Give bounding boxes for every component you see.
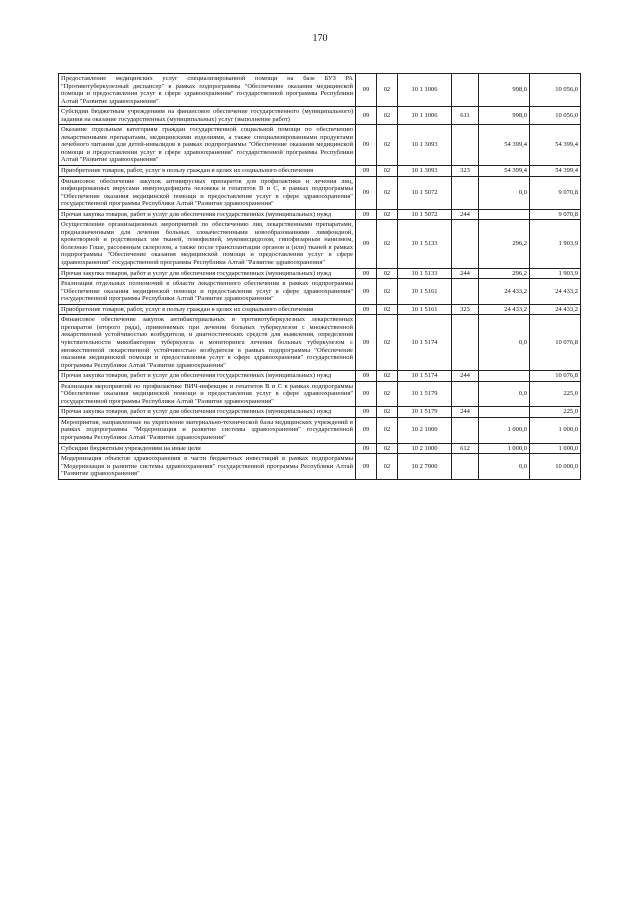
subsection-code-cell: 02 <box>377 107 398 125</box>
description-cell: Реализация отдельных полномочий в области лекарственного обеспечения в рамках подпрограммы "Обеспечение оказания медицинской помощи и предоставления услуг в сфере здравоохранения" государственной программы Республики Алтай "Развитие здравоохранения" <box>59 279 356 305</box>
amount-2-cell: 1 903,9 <box>530 268 581 279</box>
amount-2-cell: 54 399,4 <box>530 166 581 177</box>
target-article-cell: 10 1 5072 <box>398 209 452 220</box>
amount-2-cell: 24 433,2 <box>530 279 581 305</box>
description-cell: Приобретение товаров, работ, услуг в пользу граждан в целях их социального обеспечения <box>59 304 356 315</box>
budget-table <box>58 73 581 480</box>
description-cell: Финансовое обеспечение закупок антивирусных препаратов для профилактики и лечения лиц, инфицированных вирусами иммунодефицита человека и гепатитов В и С, в рамках подпрограммы "Обеспечение оказания медицинской помощи и предоставления услуг в сфере здравоохранения" государственной программы Республики Алтай "Развитие здравоохранения" <box>59 176 356 209</box>
table-row <box>59 443 581 454</box>
description-cell: Реализация мероприятий по профилактике ВИЧ-инфекции и гепатитов В и С в рамках подпрограммы "Обеспечение оказания медицинской помощи и предоставления услуг в сфере здравоохранения" государственной программы Республики Алтай "Развитие здравоохранения" <box>59 381 356 407</box>
table-row <box>59 417 581 443</box>
target-article-cell: 10 1 5179 <box>398 407 452 418</box>
description-cell: Приобретение товаров, работ, услуг в пользу граждан в целях их социального обеспечения <box>59 166 356 177</box>
amount-2-cell: 225,0 <box>530 407 581 418</box>
expense-type-cell <box>452 381 479 407</box>
target-article-cell: 10 1 5161 <box>398 304 452 315</box>
table-row <box>59 166 581 177</box>
amount-1-cell: 0,0 <box>479 454 530 480</box>
table-row <box>59 125 581 166</box>
amount-1-cell: 296,2 <box>479 220 530 268</box>
subsection-code-cell: 02 <box>377 268 398 279</box>
subsection-code-cell: 02 <box>377 304 398 315</box>
expense-type-cell: 244 <box>452 371 479 382</box>
amount-2-cell: 10 056,0 <box>530 107 581 125</box>
table-row <box>59 315 581 371</box>
subsection-code-cell: 02 <box>377 371 398 382</box>
expense-type-cell <box>452 176 479 209</box>
target-article-cell: 10 1 1006 <box>398 107 452 125</box>
section-code-cell: 09 <box>356 315 377 371</box>
subsection-code-cell: 02 <box>377 166 398 177</box>
amount-2-cell: 24 433,2 <box>530 304 581 315</box>
amount-1-cell: 0,0 <box>479 176 530 209</box>
section-code-cell: 09 <box>356 381 377 407</box>
section-code-cell: 09 <box>356 125 377 166</box>
section-code-cell: 09 <box>356 279 377 305</box>
page-number: 170 <box>312 33 328 44</box>
expense-type-cell <box>452 454 479 480</box>
amount-1-cell <box>479 371 530 382</box>
table-row <box>59 371 581 382</box>
target-article-cell: 10 2 1000 <box>398 417 452 443</box>
amount-1-cell <box>479 209 530 220</box>
expense-type-cell: 244 <box>452 407 479 418</box>
expense-type-cell: 323 <box>452 304 479 315</box>
amount-1-cell: 24 433,2 <box>479 304 530 315</box>
description-cell: Прочая закупка товаров, работ и услуг для обеспечения государственных (муниципальных) нужд <box>59 209 356 220</box>
amount-1-cell: 296,2 <box>479 268 530 279</box>
budget-table-body <box>59 74 581 480</box>
table-row <box>59 107 581 125</box>
target-article-cell: 10 1 1006 <box>398 74 452 107</box>
description-cell: Субсидии бюджетным учреждениям на иные цели <box>59 443 356 454</box>
section-code-cell: 09 <box>356 417 377 443</box>
description-cell: Мероприятия, направленные на укрепление материально-технической базы медицинских учреждений в рамках подпрограммы "Модернизация и развитие системы здравоохранения" государственной программы Республики Алтай "Развитие здравоохранения" <box>59 417 356 443</box>
subsection-code-cell: 02 <box>377 279 398 305</box>
table-row <box>59 279 581 305</box>
section-code-cell: 09 <box>356 443 377 454</box>
expense-type-cell <box>452 125 479 166</box>
subsection-code-cell: 02 <box>377 220 398 268</box>
amount-1-cell: 24 433,2 <box>479 279 530 305</box>
section-code-cell: 09 <box>356 371 377 382</box>
subsection-code-cell: 02 <box>377 381 398 407</box>
amount-1-cell: 1 000,0 <box>479 443 530 454</box>
section-code-cell: 09 <box>356 220 377 268</box>
expense-type-cell: 323 <box>452 166 479 177</box>
description-cell: Субсидии бюджетным учреждениям на финансовое обеспечение государственного (муниципального) задания на оказание государственных (муниципальных) услуг (выполнение работ) <box>59 107 356 125</box>
amount-2-cell: 54 399,4 <box>530 125 581 166</box>
target-article-cell: 10 1 5072 <box>398 176 452 209</box>
section-code-cell: 09 <box>356 209 377 220</box>
amount-1-cell: 998,0 <box>479 74 530 107</box>
amount-2-cell: 225,0 <box>530 381 581 407</box>
subsection-code-cell: 02 <box>377 417 398 443</box>
amount-2-cell: 1 000,0 <box>530 443 581 454</box>
target-article-cell: 10 2 1000 <box>398 443 452 454</box>
subsection-code-cell: 02 <box>377 443 398 454</box>
description-cell: Прочая закупка товаров, работ и услуг для обеспечения государственных (муниципальных) нужд <box>59 268 356 279</box>
description-cell: Финансовое обеспечение закупок антибактериальных и противотуберкулезных лекарственных препаратов (второго ряда), применяемых при лечении больных туберкулезом с множественной лекарственной устойчивостью возбудителя, и диагностических средств для выявления, определения чувствительности микобактерии туберкулеза и мониторинга лечения больных туберкулезом с множественной лекарственной устойчивостью возбудителя в рамках подпрограммы "Обеспечение оказания медицинской помощи и предоставления услуг в сфере здравоохранения" государственной программы Республики Алтай "Развитие здравоохранения" <box>59 315 356 371</box>
subsection-code-cell: 02 <box>377 315 398 371</box>
subsection-code-cell: 02 <box>377 407 398 418</box>
section-code-cell: 09 <box>356 407 377 418</box>
table-row <box>59 268 581 279</box>
amount-2-cell: 10 056,0 <box>530 74 581 107</box>
description-cell: Прочая закупка товаров, работ и услуг для обеспечения государственных (муниципальных) нужд <box>59 407 356 418</box>
amount-2-cell: 1 000,0 <box>530 417 581 443</box>
table-row <box>59 209 581 220</box>
table-row <box>59 304 581 315</box>
subsection-code-cell: 02 <box>377 176 398 209</box>
subsection-code-cell: 02 <box>377 125 398 166</box>
amount-2-cell: 10 000,0 <box>530 454 581 480</box>
table-row <box>59 407 581 418</box>
amount-2-cell: 10 076,8 <box>530 371 581 382</box>
section-code-cell: 09 <box>356 74 377 107</box>
description-cell: Прочая закупка товаров, работ и услуг для обеспечения государственных (муниципальных) нужд <box>59 371 356 382</box>
table-row <box>59 220 581 268</box>
amount-1-cell: 0,0 <box>479 381 530 407</box>
section-code-cell: 09 <box>356 454 377 480</box>
amount-2-cell: 9 070,8 <box>530 176 581 209</box>
amount-1-cell: 998,0 <box>479 107 530 125</box>
expense-type-cell <box>452 417 479 443</box>
section-code-cell: 09 <box>356 304 377 315</box>
expense-type-cell <box>452 74 479 107</box>
subsection-code-cell: 02 <box>377 74 398 107</box>
section-code-cell: 09 <box>356 166 377 177</box>
amount-2-cell: 9 070,8 <box>530 209 581 220</box>
target-article-cell: 10 2 7000 <box>398 454 452 480</box>
target-article-cell: 10 1 5161 <box>398 279 452 305</box>
amount-2-cell: 10 076,8 <box>530 315 581 371</box>
expense-type-cell <box>452 315 479 371</box>
description-cell: Модернизация объектов здравоохранения в части бюджетных инвестиций в рамках подпрограммы "Модернизация и развитие системы здравоохранения" государственной программы Республики Алтай "Развитие здравоохранения" <box>59 454 356 480</box>
table-row <box>59 74 581 107</box>
expense-type-cell <box>452 220 479 268</box>
table-row <box>59 381 581 407</box>
expense-type-cell <box>452 279 479 305</box>
table-row <box>59 454 581 480</box>
expense-type-cell: 612 <box>452 443 479 454</box>
table-row <box>59 176 581 209</box>
target-article-cell: 10 1 3093 <box>398 125 452 166</box>
section-code-cell: 09 <box>356 176 377 209</box>
amount-1-cell: 54 399,4 <box>479 166 530 177</box>
expense-type-cell: 244 <box>452 268 479 279</box>
amount-1-cell: 54 399,4 <box>479 125 530 166</box>
description-cell: Предоставление медицинских услуг специализированной помощи на базе БУЗ РА "Противотуберкулезный диспансер" в рамках подпрограммы "Обеспечение оказания медицинской помощи и предоставления услуг в сфере здравоохранения" государственной программы Республики Алтай "Развитие здравоохранения" <box>59 74 356 107</box>
expense-type-cell: 244 <box>452 209 479 220</box>
description-cell: Осуществление организационных мероприятий по обеспечению лиц лекарственными препаратами, предназначенными для лечения больных злокачественными новообразованиями лимфоидной, кроветворной и родственных им тканей, гемофилией, муковисцидозом, гипофизарным нанизмом, болезнью Гоше, рассеянным склерозом, а также после трансплантации органов и (или) тканей в рамках подпрограммы "Обеспечение оказания медицинской помощи и предоставления услуг в сфере здравоохранения" государственной программы Республики Алтай "Развитие здравоохранения" <box>59 220 356 268</box>
section-code-cell: 09 <box>356 268 377 279</box>
amount-2-cell: 1 903,9 <box>530 220 581 268</box>
target-article-cell: 10 1 5174 <box>398 315 452 371</box>
expense-type-cell: 611 <box>452 107 479 125</box>
target-article-cell: 10 1 5179 <box>398 381 452 407</box>
target-article-cell: 10 1 3093 <box>398 166 452 177</box>
section-code-cell: 09 <box>356 107 377 125</box>
target-article-cell: 10 1 5174 <box>398 371 452 382</box>
subsection-code-cell: 02 <box>377 209 398 220</box>
amount-1-cell <box>479 407 530 418</box>
subsection-code-cell: 02 <box>377 454 398 480</box>
amount-1-cell: 0,0 <box>479 315 530 371</box>
target-article-cell: 10 1 5133 <box>398 268 452 279</box>
target-article-cell: 10 1 5133 <box>398 220 452 268</box>
description-cell: Оказание отдельным категориям граждан государственной социальной помощи по обеспечению лекарственными препаратами, медицинскими изделиями, а также специализированными продуктами лечебного питания для детей-инвалидов в рамках подпрограммы "Обеспечение оказания медицинской помощи и предоставления услуг в сфере здравоохранения" государственной программы Республики Алтай "Развитие здравоохранения" <box>59 125 356 166</box>
amount-1-cell: 1 000,0 <box>479 417 530 443</box>
